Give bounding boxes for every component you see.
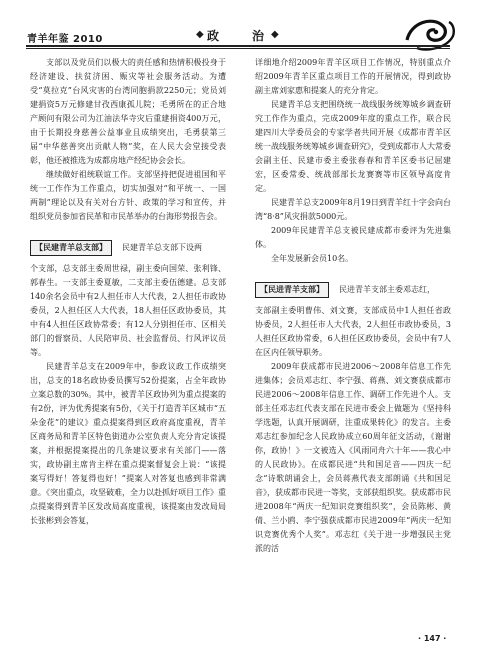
page-header	[0, 0, 480, 58]
book-title: 青羊年鉴 2010	[27, 34, 103, 45]
diamond-icon-2: ◆	[271, 29, 279, 40]
paragraph: 详细地介绍2009年青羊区项目工作情况，特别重点介绍2009年青羊区重点项目工作的开展情况，得到政协副主席刘家惠和提案人的充分肯定。	[255, 58, 451, 95]
section-title-char-2: 治	[252, 29, 265, 43]
left-column	[30, 56, 226, 528]
paragraph: 民建青羊总支把围绕统一战线服务统筹城乡调查研究工作作为重点，完成2009年度的重点工作，联合民建四川大学委员会的专家学者共同开展《成都市青羊区统一战线服务统筹城乡调查研究》，受到成都市人大常委会副主任、民建市委主委张春春和青羊区委书记屈建宏，区委常委、统战部部长龙赛赛等市区领导高度肯定。	[255, 100, 451, 193]
paragraph: 2009年获成都市民进2006～2008年信息工作先进集体；会员邓志红、李宁强、蒋燕、刘文赛获成都市民进2006～2008年信息工作、调研工作先进个人。支部主任邓志红代表支部在民进市委会上做题为《坚持科学选题，认真开展调研，注重成果转化》的发言。主委邓志红参加纪念人民政协成立60周年征文活动，《谢谢你，政协！》一文被选入《风雨同舟六十年——我心中的人民政协》。在成都民进“共和国足音——四庆一纪念”诗歌朗诵会上，会员蒋燕代表支部朗诵《共和国足音》，获成都市民进一等奖，支部获组织奖。获成都市民进2008年“两庆一纪知识竞赛组织奖”，会员陈彬、黄倩、兰小鸥、李宁强获成都市民进2009年“两庆一纪知识竞赛优秀个人奖”。邓志红《关于进一步增强民主党派的活	[255, 362, 451, 553]
paragraph: 2009年民建青羊总支被民建成都市委评为先进集体。	[255, 226, 451, 249]
section-heading-label: 【民建青羊总支部】	[30, 240, 112, 256]
header-rule-thin	[26, 48, 450, 49]
diamond-icon: ◆	[196, 29, 204, 40]
section-heading-minjian	[30, 240, 226, 256]
right-column	[255, 56, 451, 556]
paragraph: 民建青羊总支2009年8月19日到青羊红十字会向台湾“8·8”风灾捐款5000元。	[255, 198, 451, 221]
section-title-char-1: 政	[207, 29, 220, 43]
paragraph: 全年发展新会员10名。	[271, 254, 354, 263]
paragraph: 个支部，总支部主委周世禄，副主委向国荣、张利锋、郭春生。一支部主委夏敏，二支部主委伍德建。总支部140余名会员中有2人担任市人大代表，2人担任市政协委员，2人担任区人大代表，18人担任区政协委员，其中有4人担任区政协常委；有12人分别担任市、区相关部门的督察员、人民陪审员、社会监督员、行风评议员等。	[30, 264, 226, 357]
section-heading-lead: 民进青羊支部主委邓志红，	[339, 285, 435, 294]
section-heading-minjin	[255, 282, 451, 298]
paragraph: 继续做好祖统联谊工作。支部坚持把促进祖国和平统一工作作为工作重点，切实加强对“和平统一、一国两制”理论以及有关对台方针、政策的学习和宣传，并组织党员参加省民革和市民革举办的台海形势报告会。	[30, 170, 226, 221]
section-heading-lead: 民建青羊总支部下设两	[122, 243, 202, 252]
header-rule-thick	[26, 45, 450, 47]
page-number: · 147 ·	[418, 634, 447, 643]
paragraph: 民建青羊总支在2009年中，参政议政工作成绩突出，总支的18名政协委员撰写52份提案，占全年政协立案总数的30%。其中，被青羊区政协列为重点提案的有2份，评为优秀提案有5份，《关于打造青羊区城市“五朵金花”的建议》重点提案得到区政府高度重视，青羊区商务局和青羊区特色街道办公室负责人充分肯定该提案，并根据提案提出的几条建议要求有关部门——落实，政协副主席肯主样在重点提案督复会上说：“该提案写得好！答复得也好！”提案人对答复也感到非常满意。《突出重点，攻坚破难，全力以赴抓好项目工作》重点提案得到青羊区发改局高度重视，该提案由发改局局长张彬到会答复，	[30, 362, 226, 525]
section-heading-label: 【民进青羊支部】	[255, 282, 329, 298]
paragraph: 支部以及党员们以极大的责任感和热情积极投身于经济建设、扶贫济困、赈灾等社会服务活动。为遭受“莫拉克”台风灾害的台湾同胞捐款2250元；党员刘建捐资5万元修建甘孜西康孤儿院；毛勇所在的正合地产顾问有限公司为江油法华寺灾后重建捐资400万元，由于长期投身慈善公益事业且成绩突出，毛勇获第三届“中华慈善突出贡献人物”奖，在人民大会堂接受表彰，他还被推选为成都房地产经纪协会会长。	[30, 58, 226, 165]
paragraph: 支部副主委明曹伟、刘文赛，支部成员中1人担任省政协委员，2人担任市人大代表，2人担任市政协委员，3人担任区政协常委，6人担任区政协委员，会员中有7人在区内任领导职务。	[255, 306, 451, 357]
